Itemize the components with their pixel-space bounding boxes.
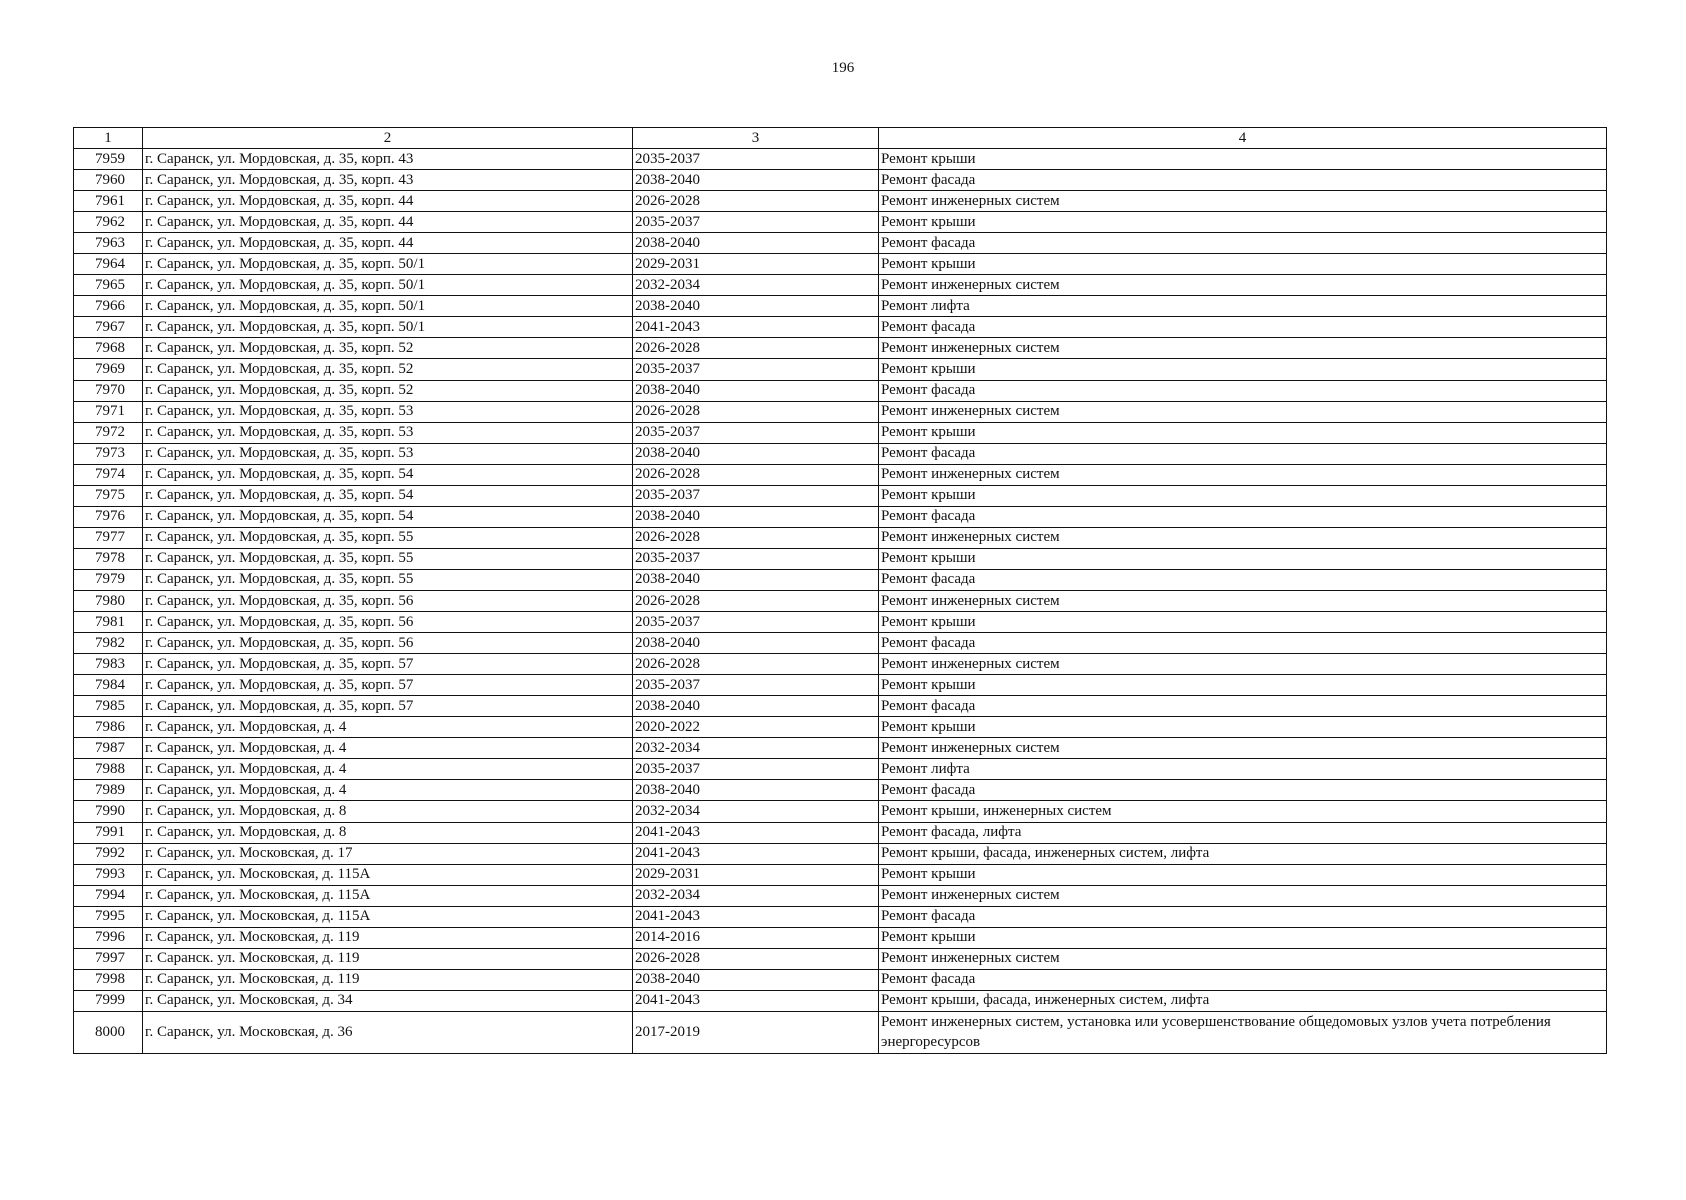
- row-number-cell: 7962: [74, 212, 143, 233]
- work-type-cell: Ремонт фасада: [879, 696, 1607, 717]
- address-cell: г. Саранск, ул. Мордовская, д. 35, корп. 50/1: [143, 275, 633, 296]
- period-cell: 2038-2040: [633, 569, 879, 590]
- work-type-cell: Ремонт крыши: [879, 717, 1607, 738]
- period-cell: 2035-2037: [633, 675, 879, 696]
- work-type-cell: Ремонт инженерных систем: [879, 948, 1607, 969]
- period-cell: 2041-2043: [633, 990, 879, 1011]
- address-cell: г. Саранск, ул. Мордовская, д. 35, корп. 57: [143, 654, 633, 675]
- table-row: [74, 990, 1607, 1011]
- table-row: [74, 633, 1607, 654]
- period-cell: 2035-2037: [633, 485, 879, 506]
- work-type-cell: Ремонт инженерных систем: [879, 464, 1607, 485]
- address-cell: г. Саранск, ул. Московская, д. 36: [143, 1011, 633, 1053]
- table-row: [74, 696, 1607, 717]
- table-row: [74, 212, 1607, 233]
- row-number-cell: 7963: [74, 233, 143, 254]
- row-number-cell: 7980: [74, 590, 143, 611]
- work-type-cell: Ремонт инженерных систем: [879, 401, 1607, 422]
- row-number-cell: 7969: [74, 359, 143, 380]
- row-number-cell: 7997: [74, 948, 143, 969]
- repair-schedule-table: [73, 127, 1607, 1054]
- address-cell: г. Саранск, ул. Мордовская, д. 4: [143, 780, 633, 801]
- table-row: [74, 275, 1607, 296]
- row-number-cell: 7978: [74, 548, 143, 569]
- work-type-cell: Ремонт фасада: [879, 317, 1607, 338]
- period-cell: 2026-2028: [633, 338, 879, 359]
- work-type-cell: Ремонт крыши: [879, 254, 1607, 275]
- row-number-cell: 7959: [74, 149, 143, 170]
- table-row: [74, 359, 1607, 380]
- work-type-cell: Ремонт инженерных систем, установка или усовершенствование общедомовых узлов учета потребления энергоресурсов: [879, 1011, 1607, 1053]
- work-type-cell: Ремонт инженерных систем: [879, 738, 1607, 759]
- period-cell: 2032-2034: [633, 885, 879, 906]
- address-cell: г. Саранск, ул. Мордовская, д. 35, корп. 52: [143, 338, 633, 359]
- row-number-cell: 7961: [74, 191, 143, 212]
- row-number-cell: 7972: [74, 422, 143, 443]
- table-row: [74, 843, 1607, 864]
- row-number-cell: 7979: [74, 569, 143, 590]
- period-cell: 2029-2031: [633, 864, 879, 885]
- address-cell: г. Саранск, ул. Мордовская, д. 35, корп. 55: [143, 527, 633, 548]
- row-number-cell: 7974: [74, 464, 143, 485]
- work-type-cell: Ремонт фасада: [879, 569, 1607, 590]
- row-number-cell: 7967: [74, 317, 143, 338]
- address-cell: г. Саранск, ул. Мордовская, д. 35, корп. 43: [143, 170, 633, 191]
- table-row: [74, 485, 1607, 506]
- address-cell: г. Саранск, ул. Мордовская, д. 8: [143, 822, 633, 843]
- period-cell: 2038-2040: [633, 233, 879, 254]
- work-type-cell: Ремонт инженерных систем: [879, 338, 1607, 359]
- address-cell: г. Саранск, ул. Мордовская, д. 35, корп. 54: [143, 506, 633, 527]
- row-number-cell: 7984: [74, 675, 143, 696]
- work-type-cell: Ремонт инженерных систем: [879, 275, 1607, 296]
- period-cell: 2017-2019: [633, 1011, 879, 1053]
- table-row: [74, 170, 1607, 191]
- address-cell: г. Саранск, ул. Мордовская, д. 35, корп. 44: [143, 233, 633, 254]
- table-row: [74, 780, 1607, 801]
- work-type-cell: Ремонт фасада: [879, 380, 1607, 401]
- work-type-cell: Ремонт крыши: [879, 612, 1607, 633]
- table-row: [74, 969, 1607, 990]
- period-cell: 2026-2028: [633, 527, 879, 548]
- table-row: [74, 885, 1607, 906]
- row-number-cell: 7999: [74, 990, 143, 1011]
- address-cell: г. Саранск, ул. Мордовская, д. 35, корп. 52: [143, 380, 633, 401]
- period-cell: 2038-2040: [633, 380, 879, 401]
- work-type-cell: Ремонт инженерных систем: [879, 527, 1607, 548]
- period-cell: 2026-2028: [633, 191, 879, 212]
- address-cell: г. Саранск, ул. Мордовская, д. 4: [143, 717, 633, 738]
- address-cell: г. Саранск, ул. Московская, д. 17: [143, 843, 633, 864]
- period-cell: 2026-2028: [633, 590, 879, 611]
- work-type-cell: Ремонт инженерных систем: [879, 590, 1607, 611]
- row-number-cell: 7966: [74, 296, 143, 317]
- table-row: [74, 401, 1607, 422]
- period-cell: 2035-2037: [633, 212, 879, 233]
- column-header: 4: [879, 128, 1607, 149]
- table-row: [74, 717, 1607, 738]
- table-row: [74, 738, 1607, 759]
- row-number-cell: 7982: [74, 633, 143, 654]
- period-cell: 2014-2016: [633, 927, 879, 948]
- period-cell: 2038-2040: [633, 506, 879, 527]
- work-type-cell: Ремонт инженерных систем: [879, 654, 1607, 675]
- row-number-cell: 7976: [74, 506, 143, 527]
- table-row: [74, 317, 1607, 338]
- address-cell: г. Саранск, ул. Мордовская, д. 35, корп. 44: [143, 212, 633, 233]
- address-cell: г. Саранск, ул. Мордовская, д. 35, корп. 50/1: [143, 317, 633, 338]
- work-type-cell: Ремонт фасада: [879, 443, 1607, 464]
- period-cell: 2026-2028: [633, 654, 879, 675]
- table-row: [74, 422, 1607, 443]
- work-type-cell: Ремонт лифта: [879, 759, 1607, 780]
- work-type-cell: Ремонт крыши: [879, 864, 1607, 885]
- table-row: [74, 906, 1607, 927]
- period-cell: 2026-2028: [633, 401, 879, 422]
- row-number-cell: 7975: [74, 485, 143, 506]
- row-number-cell: 7964: [74, 254, 143, 275]
- period-cell: 2035-2037: [633, 548, 879, 569]
- work-type-cell: Ремонт крыши: [879, 675, 1607, 696]
- row-number-cell: 7992: [74, 843, 143, 864]
- address-cell: г. Саранск, ул. Мордовская, д. 35, корп. 56: [143, 612, 633, 633]
- table-row: [74, 149, 1607, 170]
- table-row: [74, 548, 1607, 569]
- table-row: [74, 233, 1607, 254]
- row-number-cell: 7993: [74, 864, 143, 885]
- row-number-cell: 7983: [74, 654, 143, 675]
- period-cell: 2038-2040: [633, 696, 879, 717]
- period-cell: 2035-2037: [633, 759, 879, 780]
- header-row: [74, 128, 1607, 149]
- work-type-cell: Ремонт фасада: [879, 633, 1607, 654]
- work-type-cell: Ремонт крыши, фасада, инженерных систем, лифта: [879, 990, 1607, 1011]
- address-cell: г. Саранск, ул. Мордовская, д. 35, корп. 57: [143, 675, 633, 696]
- table-row: [74, 864, 1607, 885]
- period-cell: 2038-2040: [633, 780, 879, 801]
- column-header: 2: [143, 128, 633, 149]
- row-number-cell: 7968: [74, 338, 143, 359]
- table-row: [74, 296, 1607, 317]
- address-cell: г. Саранск, ул. Мордовская, д. 35, корп. 52: [143, 359, 633, 380]
- address-cell: г. Саранск, ул. Мордовская, д. 35, корп. 57: [143, 696, 633, 717]
- row-number-cell: 7987: [74, 738, 143, 759]
- address-cell: г. Саранск, ул. Мордовская, д. 35, корп. 50/1: [143, 296, 633, 317]
- address-cell: г. Саранск, ул. Мордовская, д. 35, корп. 53: [143, 443, 633, 464]
- work-type-cell: Ремонт крыши: [879, 927, 1607, 948]
- column-header: 1: [74, 128, 143, 149]
- row-number-cell: 7991: [74, 822, 143, 843]
- period-cell: 2035-2037: [633, 612, 879, 633]
- period-cell: 2041-2043: [633, 822, 879, 843]
- address-cell: г. Саранск, ул. Мордовская, д. 35, корп. 53: [143, 401, 633, 422]
- table-row: [74, 927, 1607, 948]
- period-cell: 2029-2031: [633, 254, 879, 275]
- address-cell: г. Саранск, ул. Мордовская, д. 35, корп. 56: [143, 590, 633, 611]
- work-type-cell: Ремонт крыши: [879, 212, 1607, 233]
- period-cell: 2035-2037: [633, 359, 879, 380]
- table-row: [74, 612, 1607, 633]
- table-row: [74, 443, 1607, 464]
- period-cell: 2038-2040: [633, 170, 879, 191]
- address-cell: г. Саранск, ул. Мордовская, д. 35, корп. 55: [143, 548, 633, 569]
- table-row: [74, 254, 1607, 275]
- row-number-cell: 7986: [74, 717, 143, 738]
- table-row: [74, 948, 1607, 969]
- address-cell: г. Саранск, ул. Мордовская, д. 35, корп. 53: [143, 422, 633, 443]
- address-cell: г. Саранск. ул. Московская, д. 119: [143, 948, 633, 969]
- row-number-cell: 7988: [74, 759, 143, 780]
- table-row: [74, 191, 1607, 212]
- row-number-cell: 7989: [74, 780, 143, 801]
- period-cell: 2041-2043: [633, 317, 879, 338]
- work-type-cell: Ремонт крыши, фасада, инженерных систем, лифта: [879, 843, 1607, 864]
- table-row: [74, 338, 1607, 359]
- work-type-cell: Ремонт фасада: [879, 506, 1607, 527]
- period-cell: 2026-2028: [633, 948, 879, 969]
- table-body: [74, 149, 1607, 1054]
- work-type-cell: Ремонт крыши: [879, 422, 1607, 443]
- address-cell: г. Саранск, ул. Мордовская, д. 35, корп. 54: [143, 485, 633, 506]
- table-row: [74, 654, 1607, 675]
- address-cell: г. Саранск, ул. Московская, д. 115А: [143, 885, 633, 906]
- address-cell: г. Саранск, ул. Мордовская, д. 8: [143, 801, 633, 822]
- address-cell: г. Саранск, ул. Мордовская, д. 35, корп. 50/1: [143, 254, 633, 275]
- address-cell: г. Саранск, ул. Мордовская, д. 35, корп. 43: [143, 149, 633, 170]
- row-number-cell: 7970: [74, 380, 143, 401]
- work-type-cell: Ремонт фасада: [879, 780, 1607, 801]
- address-cell: г. Саранск, ул. Московская, д. 34: [143, 990, 633, 1011]
- work-type-cell: Ремонт фасада: [879, 170, 1607, 191]
- table-row: [74, 675, 1607, 696]
- row-number-cell: 7960: [74, 170, 143, 191]
- work-type-cell: Ремонт крыши: [879, 485, 1607, 506]
- row-number-cell: 7973: [74, 443, 143, 464]
- row-number-cell: 7990: [74, 801, 143, 822]
- address-cell: г. Саранск, ул. Мордовская, д. 4: [143, 759, 633, 780]
- work-type-cell: Ремонт фасада: [879, 906, 1607, 927]
- row-number-cell: 7965: [74, 275, 143, 296]
- period-cell: 2038-2040: [633, 443, 879, 464]
- table-row: [74, 380, 1607, 401]
- period-cell: 2032-2034: [633, 738, 879, 759]
- page-number: 196: [831, 60, 855, 76]
- table-row: [74, 464, 1607, 485]
- work-type-cell: Ремонт крыши: [879, 548, 1607, 569]
- work-type-cell: Ремонт крыши, инженерных систем: [879, 801, 1607, 822]
- row-number-cell: 7985: [74, 696, 143, 717]
- table-row: [74, 527, 1607, 548]
- table-row: [74, 822, 1607, 843]
- row-number-cell: 7971: [74, 401, 143, 422]
- address-cell: г. Саранск, ул. Московская, д. 115А: [143, 906, 633, 927]
- work-type-cell: Ремонт лифта: [879, 296, 1607, 317]
- period-cell: 2038-2040: [633, 969, 879, 990]
- column-header: 3: [633, 128, 879, 149]
- work-type-cell: Ремонт фасада, лифта: [879, 822, 1607, 843]
- period-cell: 2032-2034: [633, 275, 879, 296]
- table-row: [74, 759, 1607, 780]
- work-type-cell: Ремонт фасада: [879, 233, 1607, 254]
- table-row: [74, 801, 1607, 822]
- address-cell: г. Саранск, ул. Мордовская, д. 35, корп. 54: [143, 464, 633, 485]
- work-type-cell: Ремонт инженерных систем: [879, 885, 1607, 906]
- work-type-cell: Ремонт инженерных систем: [879, 191, 1607, 212]
- address-cell: г. Саранск, ул. Мордовская, д. 35, корп. 55: [143, 569, 633, 590]
- row-number-cell: 7998: [74, 969, 143, 990]
- period-cell: 2035-2037: [633, 149, 879, 170]
- address-cell: г. Саранск, ул. Московская, д. 119: [143, 969, 633, 990]
- row-number-cell: 7994: [74, 885, 143, 906]
- work-type-cell: Ремонт фасада: [879, 969, 1607, 990]
- period-cell: 2041-2043: [633, 843, 879, 864]
- table-row: [74, 506, 1607, 527]
- period-cell: 2038-2040: [633, 296, 879, 317]
- period-cell: 2026-2028: [633, 464, 879, 485]
- period-cell: 2032-2034: [633, 801, 879, 822]
- period-cell: 2041-2043: [633, 906, 879, 927]
- address-cell: г. Саранск, ул. Московская, д. 115А: [143, 864, 633, 885]
- table-row: [74, 590, 1607, 611]
- address-cell: г. Саранск, ул. Московская, д. 119: [143, 927, 633, 948]
- row-number-cell: 8000: [74, 1011, 143, 1053]
- work-type-cell: Ремонт крыши: [879, 359, 1607, 380]
- work-type-cell: Ремонт крыши: [879, 149, 1607, 170]
- row-number-cell: 7996: [74, 927, 143, 948]
- period-cell: 2035-2037: [633, 422, 879, 443]
- period-cell: 2038-2040: [633, 633, 879, 654]
- period-cell: 2020-2022: [633, 717, 879, 738]
- row-number-cell: 7977: [74, 527, 143, 548]
- table-row: [74, 1011, 1607, 1053]
- row-number-cell: 7981: [74, 612, 143, 633]
- address-cell: г. Саранск, ул. Мордовская, д. 35, корп. 56: [143, 633, 633, 654]
- table-row: [74, 569, 1607, 590]
- row-number-cell: 7995: [74, 906, 143, 927]
- address-cell: г. Саранск, ул. Мордовская, д. 35, корп. 44: [143, 191, 633, 212]
- address-cell: г. Саранск, ул. Мордовская, д. 4: [143, 738, 633, 759]
